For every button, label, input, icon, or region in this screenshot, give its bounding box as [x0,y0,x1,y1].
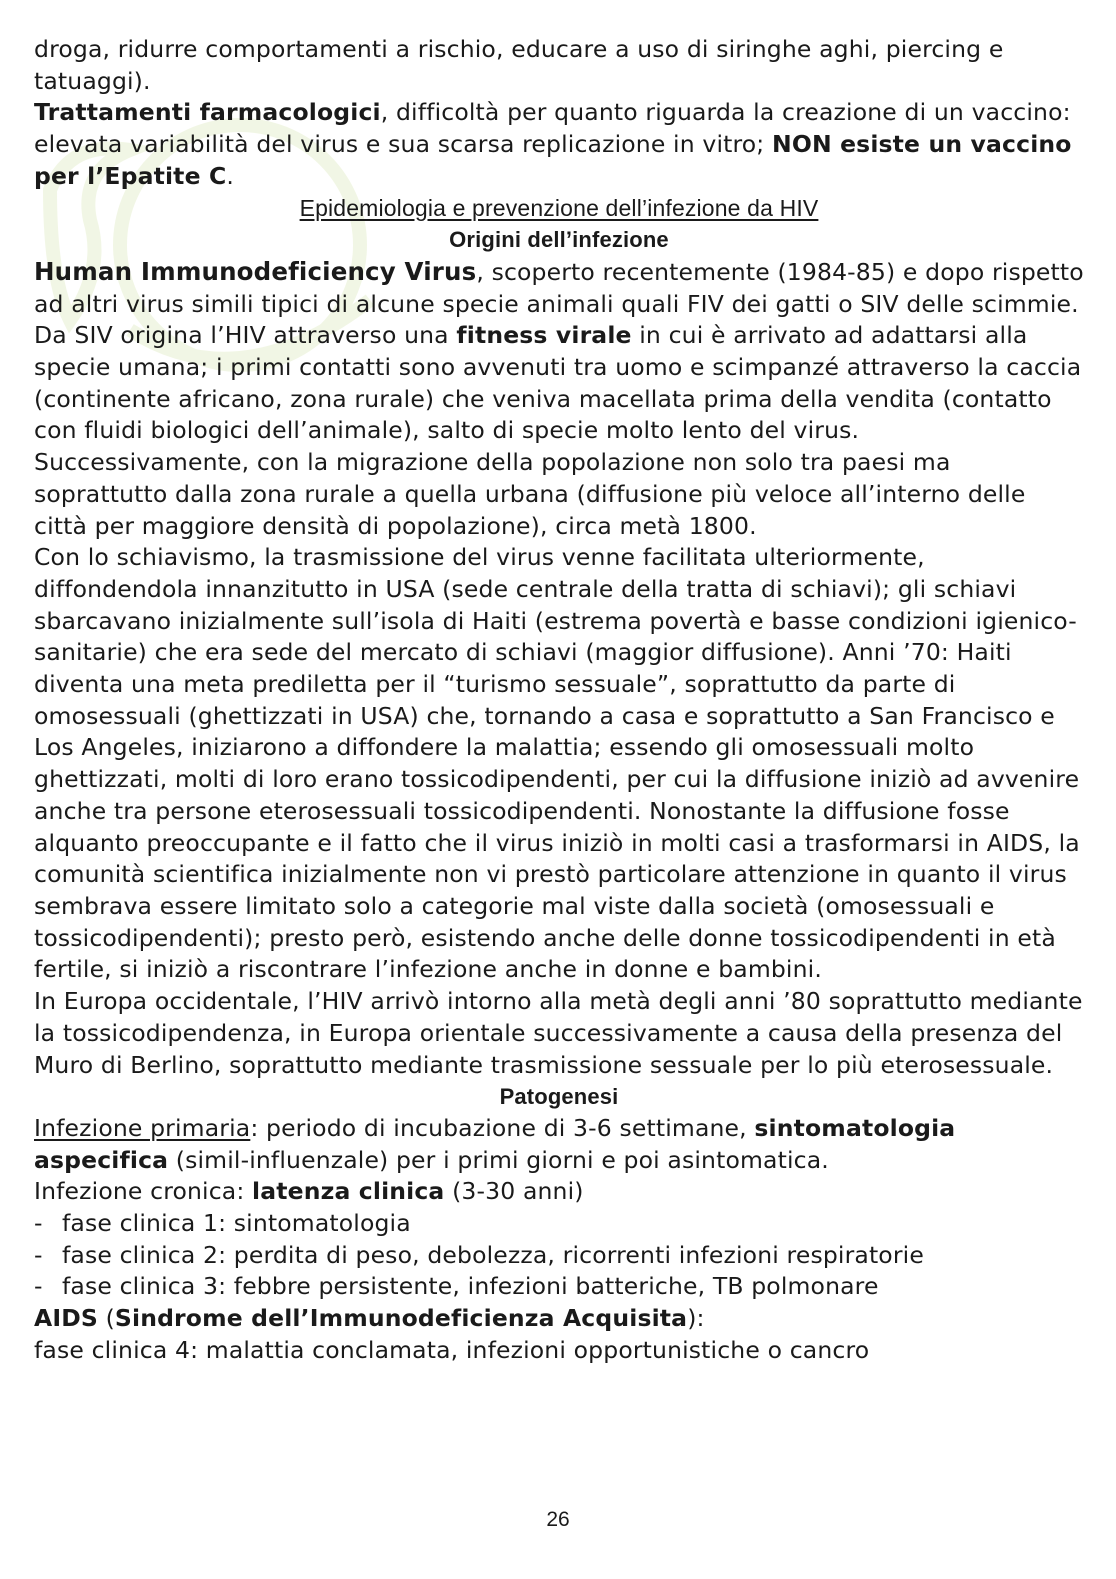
aids-term: AIDS [34,1304,98,1333]
list-item: - fase clinica 1: sintomatologia [34,1208,1084,1240]
list-marker: - [34,1272,43,1301]
primaria-label: Infezione primaria [34,1113,251,1142]
list-item: - fase clinica 2: perdita di peso, debolezza, ricorrenti infezioni respiratorie [34,1240,1084,1272]
document-page [34,34,1084,1367]
origini-paragraph-2: Successivamente, con la migrazione della popolazione non solo tra paesi ma soprattutto dalla zona rurale a quella urbana (diffusione più veloce all’interno delle città per maggiore densità di popolazione), circa metà 1800. [34,448,1026,540]
infezione-cronica: Infezione cronica: latenza clinica (3-30 anni) [34,1177,584,1206]
subsection-title-origini: Origini dell’infezione [449,227,669,253]
treatment-term: Trattamenti farmacologici [34,98,381,127]
no-vaccine-statement: NON esiste un vaccino per l’Epatite C [34,130,1072,190]
sintomatologia-term: sintomatologia aspecifica [34,1113,956,1174]
origini-paragraph-1: Human Immunodeficiency Virus, scoperto recentemente (1984-85) e dopo rispetto ad altri virus simili tipici di alcune specie animali quali FIV dei gatti o SIV delle scimmie. Da SIV origina l’HIV attraverso una fitness virale in cui è arrivato ad adattarsi alla specie umana; i primi contatti sono avvenuti tra uomo e scimpanzé attraverso la caccia (continente africano, zona rurale) che veniva macellata prima della vendita (contatto con fluidi biologici dell’animale), salto di specie molto lento del virus. [34,256,1084,445]
fitness-virale-term: fitness virale [456,321,632,350]
subsection-title-patogenesi: Patogenesi [499,1084,619,1110]
aids-full-name: Sindrome dell’Immunodeficienza Acquisita [114,1304,688,1333]
page-number: 26 [546,1508,570,1531]
section-title: Epidemiologia e prevenzione dell’infezione da HIV [299,194,819,221]
fase-clinica-4: fase clinica 4: malattia conclamata, infezioni opportunistiche o cancro [34,1335,870,1364]
origini-paragraph-4: In Europa occidentale, l’HIV arrivò intorno alla metà degli anni ’80 soprattutto mediante la tossicodipendenza, in Europa orientale successivamente a causa della presenza del Muro di Berlino, soprattutto mediante trasmissione sessuale per lo più eterosessuale. [34,987,1083,1079]
latenza-term: latenza clinica [252,1177,445,1206]
intro-line: droga, ridurre comportamenti a rischio, educare a uso di siringhe aghi, piercing e tatuaggi). [34,35,1004,95]
list-item: - fase clinica 3: febbre persistente, infezioni batteriche, TB polmonare [34,1271,1084,1303]
origini-paragraph-3: Con lo schiavismo, la trasmissione del virus venne facilitata ulteriormente, diffondendola innanzitutto in USA (sede centrale della tratta di schiavi); gli schiavi sbarcavano inizialmente sull’isola di Haiti (estrema povertà e basse condizioni igienico-sanitarie) che era sede del mercato di schiavi (maggior diffusione). Anni ’70: Haiti diventa una meta prediletta per il “turismo sessuale”, soprattutto da parte di omosessuali (ghettizzati in USA) che, tornando a casa e soprattutto a San Francisco e Los Angeles, iniziarono a diffondere la malattia; essendo gli omosessuali molto ghettizzati, molti di loro erano tossicodipendenti, per cui la diffusione iniziò ad avvenire anche tra persone eterosessuali tossicodipendenti. Nonostante la diffusione fosse alquanto preoccupante e il fatto che il virus iniziò in molti casi a trasformarsi in AIDS, la comunità scientifica inizialmente non vi prestò particolare attenzione in quanto il virus sembrava essere limitato solo a categorie mal viste dalla società (omosessuali e tossicodipendenti); presto però, esistendo anche delle donne tossicodipendenti in età fertile, si iniziò a riscontrare l’infezione anche in donne e bambini. [34,543,1080,984]
treatment-paragraph: Trattamenti farmacologici, difficoltà per quanto riguarda la creazione di un vaccino: elevata variabilità del virus e sua scarsa replicazione in vitro; NON esiste un vaccino per l’Epatite C. [34,98,1072,190]
list-marker: - [34,1240,43,1269]
list-marker: - [34,1209,43,1238]
hiv-term: Human Immunodeficiency Virus [34,256,477,286]
aids-heading: AIDS (Sindrome dell’Immunodeficienza Acquisita): [34,1304,705,1333]
infezione-primaria: Infezione primaria: periodo di incubazione di 3-6 settimane, sintomatologia aspecifica (simil-influenzale) per i primi giorni e poi asintomatica. [34,1113,956,1174]
